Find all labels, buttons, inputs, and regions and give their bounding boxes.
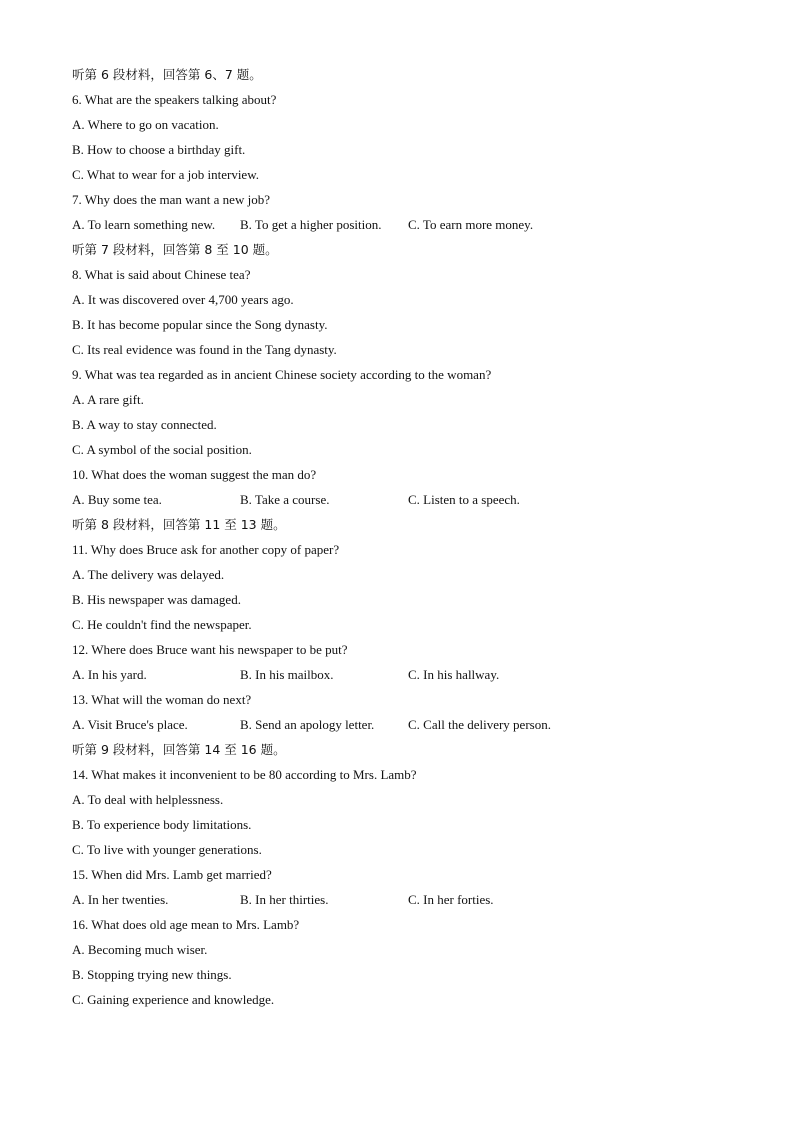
answer-option: A. To learn something new. (72, 217, 216, 232)
answer-option: A. Becoming much wiser. (72, 942, 208, 957)
answer-option: C. Its real evidence was found in the Tang dynasty. (72, 342, 337, 357)
question-text: 12. Where does Bruce want his newspaper to be put? (72, 642, 348, 657)
question-text: 8. What is said about Chinese tea? (72, 267, 251, 282)
answer-option: A. It was discovered over 4,700 years ago. (72, 292, 294, 307)
answer-option: B. To experience body limitations. (72, 817, 252, 832)
answer-option: A. To deal with helplessness. (72, 792, 224, 807)
answer-option: B. How to choose a birthday gift. (72, 142, 246, 157)
answer-option: C. Listen to a speech. (408, 492, 520, 507)
answer-option: C. Gaining experience and knowledge. (72, 992, 275, 1007)
answer-options-row (72, 212, 752, 237)
answer-options-row (72, 712, 752, 737)
answer-option: A. Where to go on vacation. (72, 117, 219, 132)
question-text: 10. What does the woman suggest the man do? (72, 467, 317, 482)
answer-option: B. To get a higher position. (240, 217, 382, 232)
answer-option: B. Send an apology letter. (240, 717, 375, 732)
question-text: 16. What does old age mean to Mrs. Lamb? (72, 917, 300, 932)
question-text: 7. Why does the man want a new job? (72, 192, 270, 207)
answer-option: B. In her thirties. (240, 892, 329, 907)
answer-option: A. Visit Bruce's place. (72, 717, 188, 732)
answer-options-row (72, 662, 752, 687)
answer-option: B. It has become popular since the Song dynasty. (72, 317, 328, 332)
answer-option: B. A way to stay connected. (72, 417, 217, 432)
answer-option: C. What to wear for a job interview. (72, 167, 259, 182)
answer-option: B. His newspaper was damaged. (72, 592, 241, 607)
question-text: 11. Why does Bruce ask for another copy of paper? (72, 542, 340, 557)
section-heading: 听第 7 段材料，回答第 8 至 10 题。 (72, 242, 278, 257)
section-heading: 听第 9 段材料，回答第 14 至 16 题。 (72, 742, 286, 757)
question-text: 15. When did Mrs. Lamb get married? (72, 867, 272, 882)
answer-option: C. In his hallway. (408, 667, 500, 682)
answer-option: A. Buy some tea. (72, 492, 162, 507)
answer-option: B. Stopping trying new things. (72, 967, 232, 982)
question-text: 13. What will the woman do next? (72, 692, 252, 707)
answer-option: C. Call the delivery person. (408, 717, 551, 732)
question-text: 14. What makes it inconvenient to be 80 according to Mrs. Lamb? (72, 767, 417, 782)
answer-option: A. The delivery was delayed. (72, 567, 225, 582)
answer-option: C. He couldn't find the newspaper. (72, 617, 252, 632)
answer-options-row (72, 487, 752, 512)
question-text: 6. What are the speakers talking about? (72, 92, 277, 107)
answer-options-row (72, 887, 752, 912)
answer-option: A. A rare gift. (72, 392, 144, 407)
answer-option: C. A symbol of the social position. (72, 442, 252, 457)
listening-questions (72, 62, 752, 1012)
answer-option: B. Take a course. (240, 492, 330, 507)
answer-option: C. In her forties. (408, 892, 494, 907)
section-heading: 听第 8 段材料，回答第 11 至 13 题。 (72, 517, 286, 532)
answer-option: C. To earn more money. (408, 217, 534, 232)
question-text: 9. What was tea regarded as in ancient Chinese society according to the woman? (72, 367, 492, 382)
section-heading: 听第 6 段材料，回答第 6、7 题。 (72, 67, 262, 82)
answer-option: A. In her twenties. (72, 892, 169, 907)
answer-option: A. In his yard. (72, 667, 147, 682)
answer-option: C. To live with younger generations. (72, 842, 262, 857)
answer-option: B. In his mailbox. (240, 667, 334, 682)
